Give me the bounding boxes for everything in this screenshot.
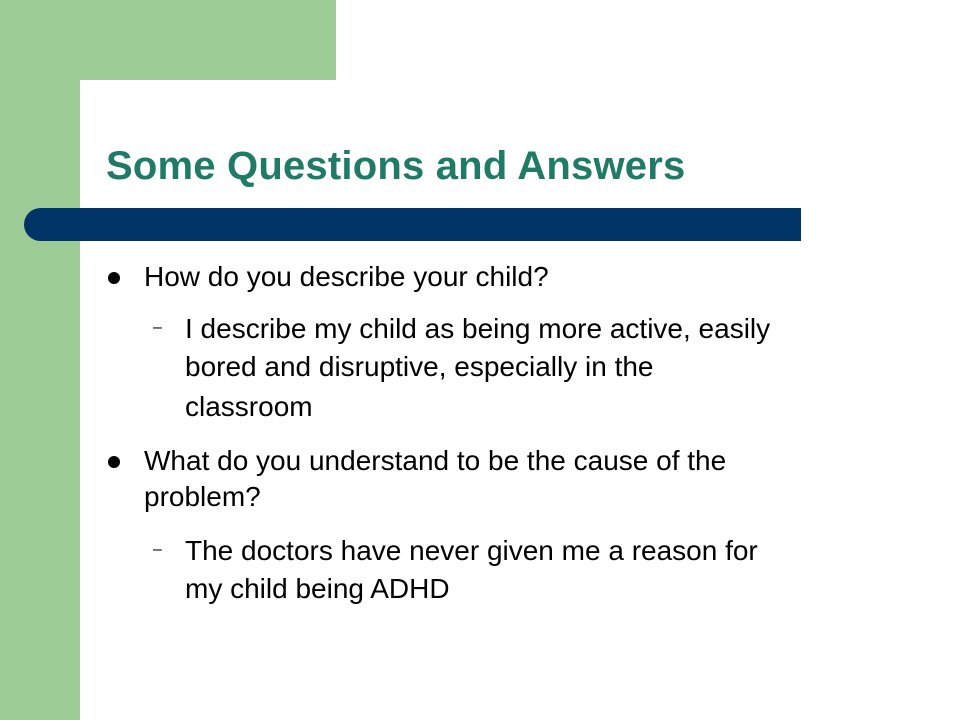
dash-bullet: – bbox=[153, 541, 162, 558]
question-text: What do you understand to be the cause of the bbox=[144, 445, 727, 476]
decorative-green-strip bbox=[0, 0, 80, 720]
answer-text: The doctors have never given me a reason for bbox=[185, 535, 758, 566]
dash-bullet: – bbox=[153, 319, 162, 336]
answer-text: classroom bbox=[185, 391, 313, 422]
slide-title: Some Questions and Answers bbox=[106, 144, 686, 188]
bullet-dot bbox=[108, 272, 120, 284]
question-text: problem? bbox=[144, 481, 261, 512]
answer-text: my child being ADHD bbox=[185, 573, 450, 604]
title-underline-bar bbox=[24, 208, 801, 241]
answer-text: I describe my child as being more active, easily bbox=[185, 313, 771, 344]
question-text: How do you describe your child? bbox=[144, 261, 549, 292]
decorative-green-corner bbox=[80, 0, 336, 80]
answer-text: bored and disruptive, especially in the bbox=[185, 351, 654, 382]
bullet-dot bbox=[108, 456, 120, 468]
